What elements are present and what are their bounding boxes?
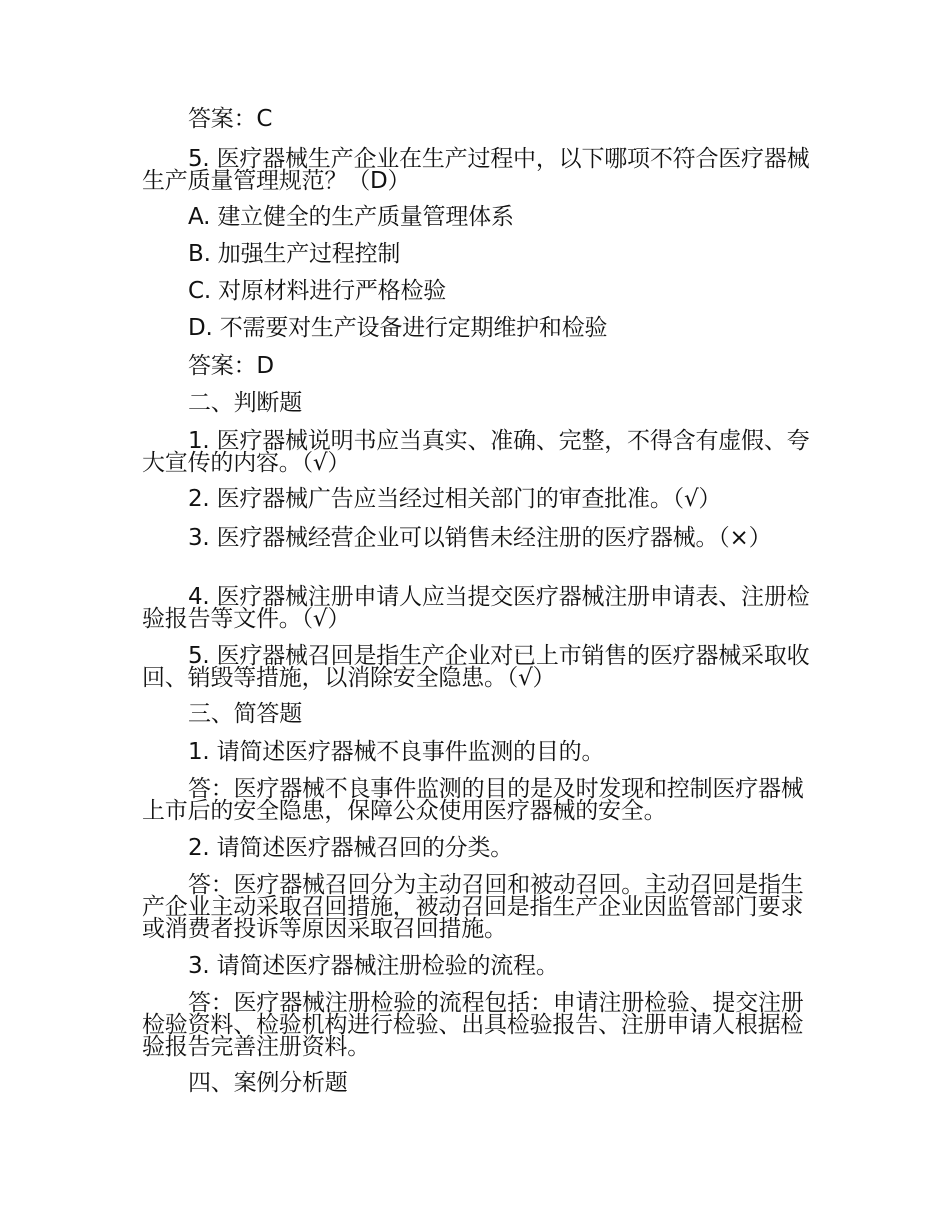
option-d: D. 不需要对生产设备进行定期维护和检验 — [188, 315, 608, 341]
true-false-item: 4. 医疗器械注册申请人应当提交医疗器械注册申请表、注册检验报告等文件。（√） — [142, 584, 810, 632]
short-answer-response: 答：医疗器械召回分为主动召回和被动召回。主动召回是指生产企业主动采取召回措施，被动召回是指生产企业因监管部门要求或消费者投诉等原因采取召回措施。 — [142, 872, 804, 942]
question-text: 5. 医疗器械生产企业在生产过程中，以下哪项不符合医疗器械生产质量管理规范？（D） — [142, 146, 810, 194]
section-heading: 四、案例分析题 — [188, 1070, 348, 1096]
option-c: C. 对原材料进行严格检验 — [188, 278, 447, 304]
true-false-item: 2. 医疗器械广告应当经过相关部门的审查批准。（√） — [188, 486, 722, 512]
true-false-item: 3. 医疗器械经营企业可以销售未经注册的医疗器械。（×） — [188, 525, 772, 551]
option-a: A. 建立健全的生产质量管理体系 — [188, 204, 514, 230]
true-false-item: 1. 医疗器械说明书应当真实、准确、完整，不得含有虚假、夸大宣传的内容。（√） — [142, 428, 810, 476]
short-answer-response: 答：医疗器械注册检验的流程包括：申请注册检验、提交注册检验资料、检验机构进行检验、出具检验报告、注册申请人根据检验报告完善注册资料。 — [142, 990, 804, 1060]
short-answer-question: 2. 请简述医疗器械召回的分类。 — [188, 835, 514, 861]
option-b: B. 加强生产过程控制 — [188, 241, 401, 267]
section-heading: 三、简答题 — [188, 701, 303, 727]
short-answer-response: 答：医疗器械不良事件监测的目的是及时发现和控制医疗器械上市后的安全隐患，保障公众使用医疗器械的安全。 — [142, 776, 804, 824]
true-false-item: 5. 医疗器械召回是指生产企业对已上市销售的医疗器械采取收回、销毁等措施，以消除安全隐患。（√） — [142, 643, 810, 691]
answer-line: 答案：C — [188, 106, 273, 132]
short-answer-question: 3. 请简述医疗器械注册检验的流程。 — [188, 953, 559, 979]
answer-line: 答案：D — [188, 353, 274, 379]
short-answer-question: 1. 请简述医疗器械不良事件监测的目的。 — [188, 739, 605, 765]
section-heading: 二、判断题 — [188, 390, 303, 416]
